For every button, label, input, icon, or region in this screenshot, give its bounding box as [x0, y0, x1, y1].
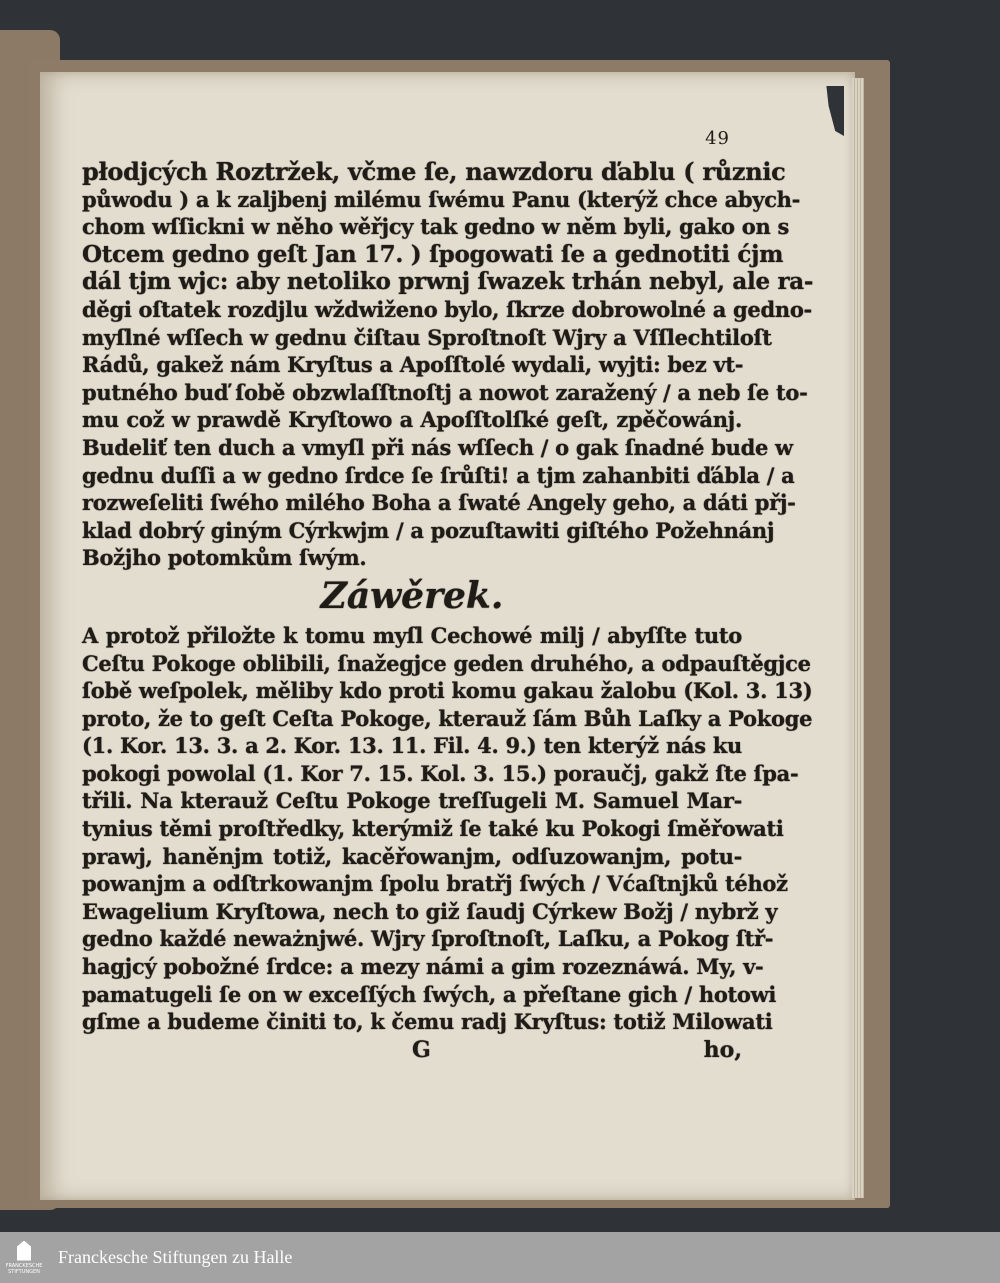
signature-mark: G [412, 1036, 431, 1063]
institution-logo[interactable] [4, 1232, 44, 1283]
section-heading: Záwěrek. [320, 574, 504, 617]
text-line: Ewagelium Kryſtowa, nech to giž ſaudj Cýrkew Božj / nybrž y [82, 898, 778, 924]
text-line: mu což w prawdě Kryſtowo a Apoſſtolſké geſt, zpěčowánj. [82, 407, 742, 433]
text-line: gſme a budeme činiti to, k čemu radj Kryſtus: totiž Milowati [82, 1009, 773, 1035]
text-line: děgi oſtatek rozdjlu wždwiženo bylo, ſkrze dobrowolné a gedno- [82, 296, 812, 322]
text-line: Budeliť ten duch a vmyſl při nás wſſech / o gak ſnadné bude w [82, 434, 793, 460]
text-line: Božjho potomkům ſwým. [82, 545, 367, 571]
text-line: tynius těmi proſtředky, kterýmiž ſe také ku Pokogi ſměřowati [82, 816, 784, 842]
text-line: (1. Kor. 13. 3. a 2. Kor. 13. 11. Fil. 4. 9.) ten kterýž nás ku [82, 733, 742, 759]
catchword-row [82, 1036, 742, 1064]
paragraph-2 [82, 622, 813, 1036]
footer-title[interactable]: Franckesche Stiftungen zu Halle [58, 1247, 293, 1267]
text-line: třili. Na kterauž Ceſtu Pokoge treſſugeli M. Samuel Mar- [82, 788, 742, 814]
text-line: prawj, haněnjm totiž, kacěřowanjm, odſuzowanjm, potu- [82, 843, 742, 869]
text-line: gedno každé neważnjwé. Wjry ſproſtnoſt, Laſku, a Pokog ſtř- [82, 926, 774, 952]
building-icon [17, 1241, 31, 1261]
paragraph-1 [82, 157, 814, 572]
catchword: ho, [703, 1036, 742, 1063]
text-line: Rádů, gakež nám Kryſtus a Apoſſtolé wydali, wyjti: bez vt- [82, 352, 744, 378]
text-line: putného buď ſobě obzwlaſſtnoſtj a nowot zaražený / a neb ſe to- [82, 379, 808, 405]
page-edges [852, 78, 864, 1198]
text-line: klad dobrý giným Cýrkwjm / a pozuſtawiti giſtého Požehnánj [82, 517, 775, 543]
text-line: proto, že to geſt Ceſta Pokoge, kterauž ſám Bůh Laſky a Pokoge [82, 705, 813, 731]
text-line: Otcem gedno geſt Jan 17. ) ſpogowati ſe a gednotiti ćjm [82, 240, 784, 268]
footer-bar [0, 1232, 1000, 1283]
logo-text: FRANCKESCHE STIFTUNGEN [5, 1262, 43, 1275]
text-line: płodjcých Roztržek, včme ſe, nawzdoru ďablu ( různic [82, 157, 786, 186]
page-text [82, 128, 814, 1064]
text-line: pamatugeli ſe on w exceſſých ſwých, a přeſtane gich / hotowi [82, 981, 777, 1007]
text-line: pokogi powolal (1. Kor 7. 15. Kol. 3. 15.) poraučj, gakž ſte ſpa- [82, 760, 799, 786]
text-line: ſobě weſpolek, měliby kdo proti komu gakau žalobu (Kol. 3. 13) [82, 678, 813, 704]
text-line: myſlné wſſech w gednu čiſtau Sproſtnoſt Wjry a Vſſlechtiloſt [82, 324, 772, 350]
text-line: hagjcý pobožné ſrdce: a mezy námi a gim rozeznáwá. My, v- [82, 954, 764, 980]
text-line: chom wſſickni w něho wěřjcy tak gedno w něm byli, gako on s [82, 214, 789, 240]
text-line: dál tjm wjc: aby netoliko prwnj ſwazek trhán nebyl, ale ra- [82, 268, 814, 296]
text-line: Ceſtu Pokoge oblibili, ſnažegjce geden druhého, a odpauſtěgjce [82, 650, 811, 676]
text-line: gednu duſſi a w gedno ſrdce ſe ſrůſti! a tjm zahanbiti ďábla / a [82, 462, 795, 488]
text-line: rozweſeliti ſwého milého Boha a ſwaté Angely geho, a dáti přj- [82, 490, 796, 516]
text-line: A protož přiložte k tomu myſl Cechowé milj / abyſſte tuto [82, 622, 742, 648]
page-number: 49 [705, 128, 730, 149]
text-line: powanjm a odſtrkowanjm ſpolu bratřj ſwých / Vćaſtnjků téhož [82, 871, 788, 897]
text-line: půwodu ) a k zaljbenj milému ſwému Panu (kterýž chce abych- [82, 186, 801, 212]
